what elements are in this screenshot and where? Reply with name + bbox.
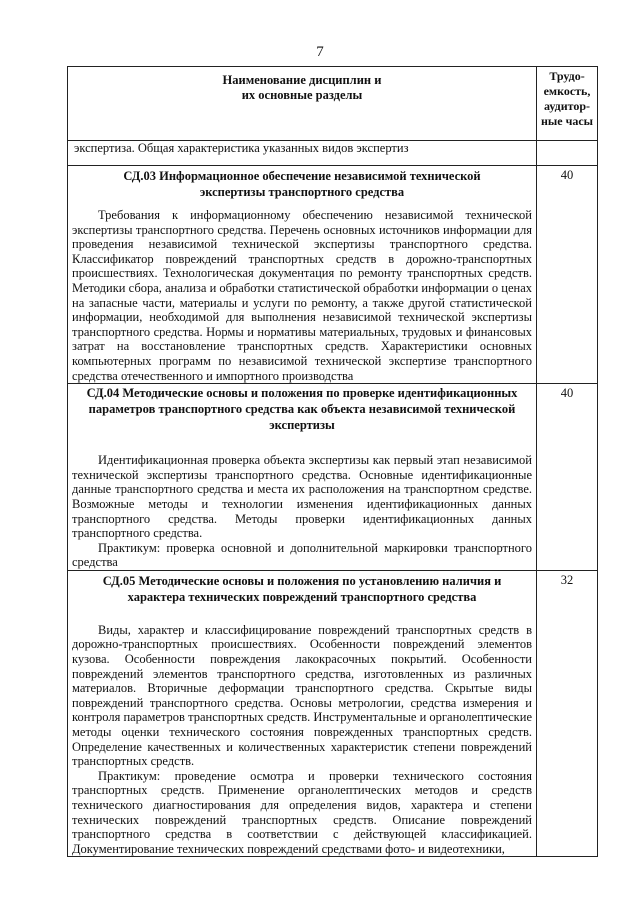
header-hours-cell bbox=[537, 67, 598, 141]
section-hours-sd05: 32 bbox=[537, 570, 598, 857]
section-content-sd03 bbox=[68, 166, 537, 384]
section-hours-sd03: 40 bbox=[537, 166, 598, 384]
section-content-sd05 bbox=[68, 570, 537, 857]
section-paragraph: Виды, характер и классифицирование повреждений транспортных средств в дорожно-транспортных происшествиях. Особенности повреждений элементов кузова. Особенности повреждения лакокрасочных покрытий. Особенности повреждений элементов транспортного средства, изготовленных из различных материалов. Вторичные деформации транспортного средства. Скрытые виды повреждений транспортного средства. Основы метрологии, средства измерения и контроля параметров транспортных средств. Инструментальные и органолептические методы оценки технического состояния поврежденных транспортных средств. Определение качественных и количественных характеристик степени повреждений транспортных средств. bbox=[72, 622, 532, 769]
section-practicum: Практикум: проверка основной и дополнительной маркировки транспортного средства bbox=[72, 540, 532, 570]
section-practicum: Практикум: проведение осмотра и проверки технического состояния транспортных средств. Применение органолептических методов и средств технического диагностирования для определения видов, характера и степени технических повреждений транспортных средств. Описание повреждений транспортного средства в соответствии с действующей классификацией. Документирование технических повреждений средствами фото- и видеотехники, bbox=[72, 768, 532, 856]
header-discipline-line-1: Наименование дисциплин и bbox=[222, 73, 382, 87]
header-hours-line-1: Трудо- bbox=[549, 69, 585, 83]
continuation-hours-cell bbox=[537, 141, 598, 166]
table-header-row bbox=[68, 67, 598, 141]
section-title-line: СД.05 Методические основы и положения по установлению наличия и bbox=[102, 573, 502, 588]
section-title-line: характера технических повреждений транспортного средства bbox=[127, 589, 477, 604]
section-paragraph: Требования к информационному обеспечению независимой технической экспертизы транспортного средства. Перечень основных источников информации для проведения независимой технической экспертизы транспортного средства. Классификатор повреждений транспортных средств в дорожно-транспортных происшествиях. Технологическая документация по ремонту транспортных средств. Методики сбора, анализа и обработки статистической обработки информации о ценах на запасные части, материалы и услуги по ремонту, а также другой статистической информации, необходимой для выполнения независимой технической экспертизы транспортного средства. Нормы и нормативы материальных, трудовых и финансовых затрат на восстановление транспортных средств. Характеристики основных компьютерных программ по независимой технической экспертизе транспортного средства отечественного и импортного производства bbox=[72, 208, 532, 383]
header-hours-line-3: аудитор- bbox=[543, 99, 591, 113]
header-discipline-line-2: их основные разделы bbox=[241, 88, 363, 102]
section-title-line: экспертизы bbox=[269, 418, 335, 433]
section-title-line: СД.03 Информационное обеспечение независимой технической bbox=[123, 169, 481, 183]
section-hours-sd04: 40 bbox=[537, 384, 598, 571]
section-title-sd03 bbox=[68, 168, 536, 200]
continuation-row bbox=[68, 141, 598, 166]
section-title-line: параметров транспортного средства как объекта независимой технической bbox=[88, 402, 516, 417]
curriculum-table bbox=[67, 66, 598, 857]
section-content-sd04 bbox=[68, 384, 537, 571]
section-row-sd04 bbox=[68, 384, 598, 571]
continuation-text: экспертиза. Общая характеристика указанных видов экспертиз bbox=[68, 141, 537, 166]
header-hours-line-4: ные часы bbox=[540, 114, 594, 128]
section-title-line: СД.04 Методические основы и положения по проверке идентификационных bbox=[86, 386, 518, 401]
section-title-sd04 bbox=[68, 385, 536, 433]
section-row-sd03 bbox=[68, 166, 598, 384]
section-row-sd05 bbox=[68, 570, 598, 857]
section-paragraph: Идентификационная проверка объекта экспертизы как первый этап независимой технической экспертизы транспортного средства. Основные идентификационные данные транспортного средства и места их расположения на транспортном средстве. Возможные методы и технологии изменения идентификационных данных транспортного средства. Методы проверки идентификационных данных транспортного средства. bbox=[72, 453, 532, 541]
header-hours-line-2: емкость, bbox=[543, 84, 591, 98]
section-title-sd05 bbox=[68, 573, 536, 605]
section-title-line: экспертизы транспортного средства bbox=[199, 185, 405, 199]
header-discipline-cell bbox=[68, 67, 537, 141]
page-number: 7 bbox=[316, 44, 324, 60]
